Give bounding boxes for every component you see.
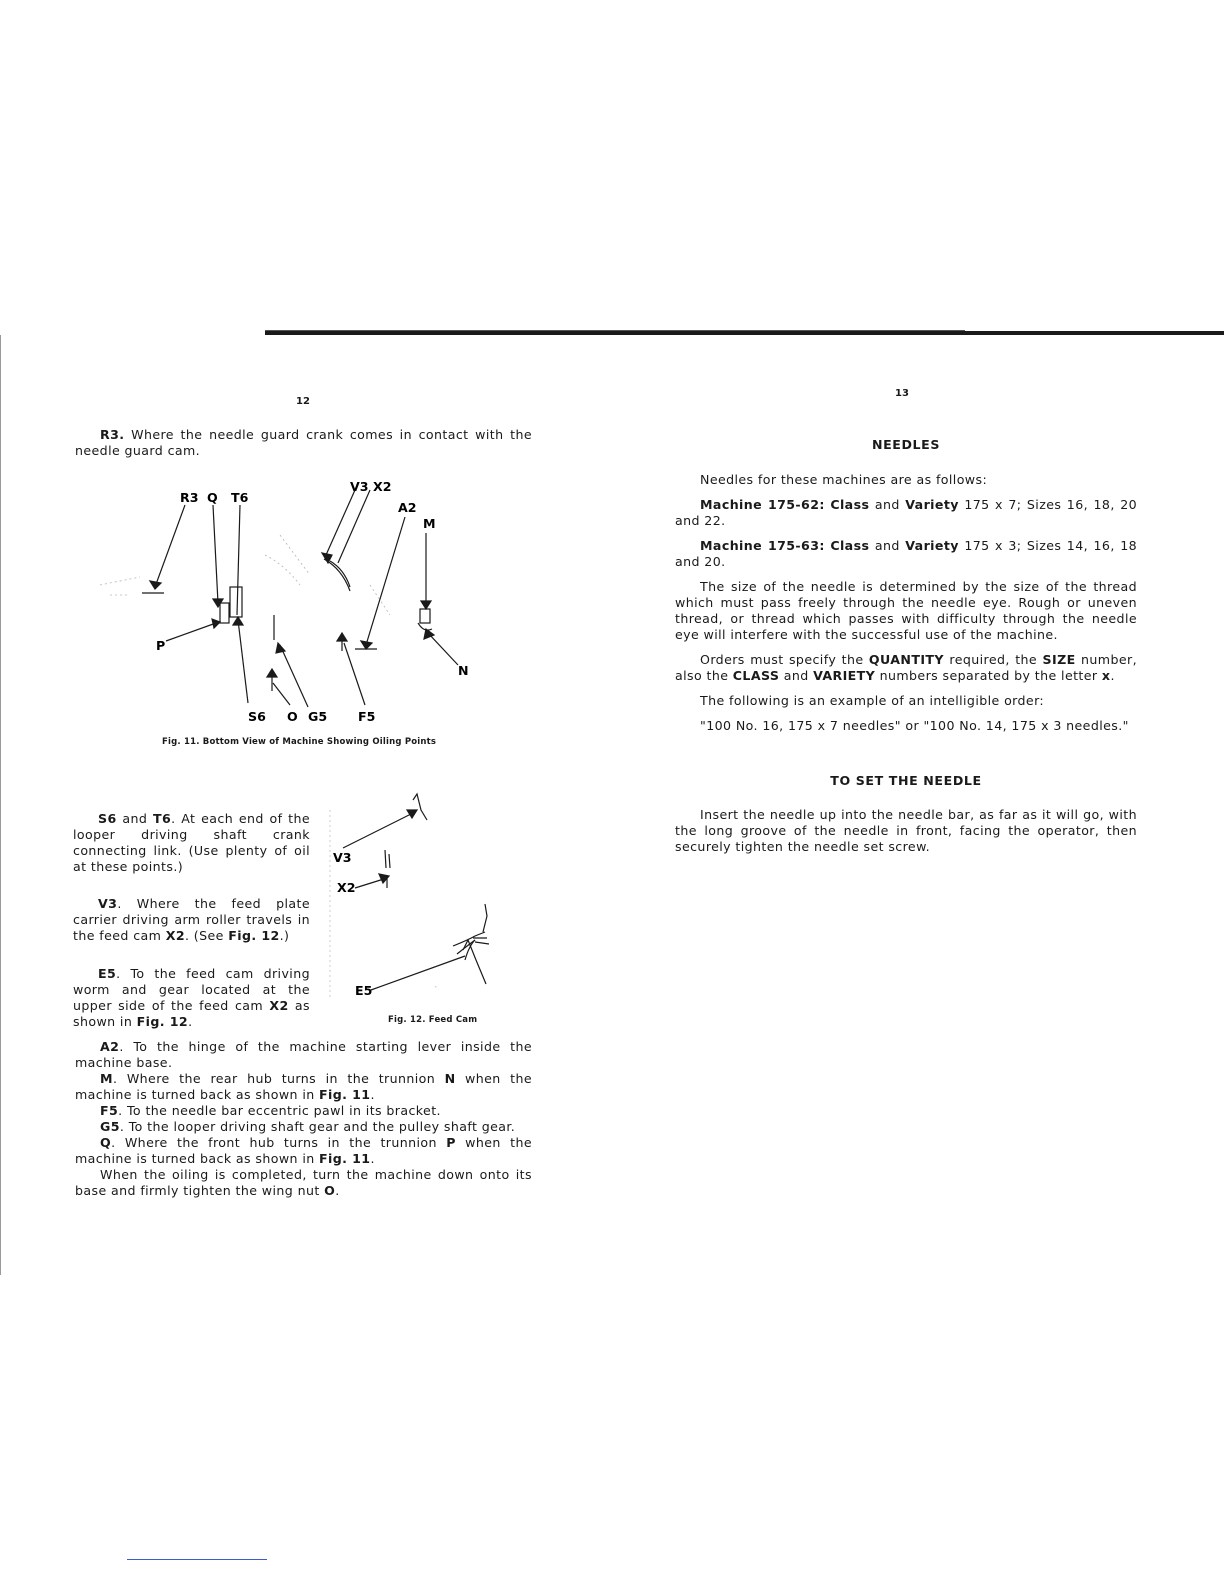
- top-rule: [265, 331, 1224, 335]
- text-orders-e: numbers separated by the letter: [875, 668, 1102, 683]
- label-x2: X2: [165, 928, 185, 943]
- label-class: CLASS: [732, 668, 780, 683]
- intro-label: R3.: [100, 427, 125, 442]
- fig11-label-o: O: [287, 709, 298, 724]
- orders-paragraph: [675, 652, 1137, 684]
- paragraph-q: [75, 1135, 532, 1167]
- paragraph-s6-t6: [73, 811, 310, 875]
- label-class-62: Class: [830, 497, 870, 512]
- figure-12-drawing: [325, 790, 535, 1005]
- text-v3-a: . Where the feed plate carrier driving arm roller travels in the feed cam: [73, 896, 310, 943]
- text-f5: . To the needle bar eccentric pawl in its bracket.: [118, 1103, 441, 1118]
- page-number-right: 13: [895, 388, 909, 399]
- text-s6-a: and: [116, 811, 153, 826]
- example-order: "100 No. 16, 175 x 7 needles" or "100 No. 14, 175 x 3 needles.": [700, 718, 1129, 733]
- paragraph-e5: [73, 966, 310, 1030]
- label-size: SIZE: [1042, 652, 1076, 667]
- label-s6: S6: [98, 811, 117, 826]
- label-g5: G5: [100, 1119, 120, 1134]
- text-orders-b: required, the: [943, 652, 1043, 667]
- machine-175-63: [675, 538, 1137, 570]
- text-v3-b: . (See: [185, 928, 229, 943]
- label-v3: V3: [98, 896, 118, 911]
- machine-175-62: [675, 497, 1137, 529]
- text-q-a: . Where the front hub turns in the trunnion: [111, 1135, 447, 1150]
- label-q: Q: [100, 1135, 112, 1150]
- text-63-c: 175 x 3; Sizes 14, 16, 18 and 20.: [675, 538, 1138, 569]
- text-s6-b: . At each end of the looper driving shaft crank connecting link. (Use plenty of oil at these points.): [73, 811, 310, 874]
- label-machine-63: Machine 175-63:: [700, 538, 825, 553]
- page-number-left: 12: [296, 396, 310, 407]
- fig11-label-q: Q: [207, 490, 218, 505]
- paragraph-g5: [75, 1119, 532, 1135]
- text-m-b: when the machine is turned back as shown in: [75, 1071, 533, 1102]
- fig12-label-e5: E5: [355, 983, 373, 998]
- ref-fig11-q: Fig. 11: [319, 1151, 371, 1166]
- figure-12-caption: Fig. 12. Feed Cam: [388, 1015, 478, 1025]
- ref-fig12-e5: Fig. 12: [136, 1014, 189, 1029]
- paragraph-f5: [75, 1103, 532, 1119]
- label-x2-e5: X2: [269, 998, 289, 1013]
- paragraph-m: [75, 1071, 532, 1103]
- label-variety-63: Variety: [905, 538, 959, 553]
- label-n: N: [444, 1071, 456, 1086]
- fig12-label-v3: V3: [333, 850, 352, 865]
- paragraph-v3: [73, 896, 310, 944]
- text-v3-c: .): [279, 928, 290, 943]
- fig11-label-n: N: [458, 663, 469, 678]
- text-final-a: When the oiling is completed, turn the machine down onto its base and firmly tighten the wing nut: [75, 1167, 532, 1198]
- figure-11-drawing: [80, 475, 530, 725]
- label-x: x: [1101, 668, 1111, 683]
- left-margin-rule: [0, 335, 1, 1275]
- text-a2: . To the hinge of the machine starting lever inside the machine base.: [75, 1039, 532, 1070]
- needles-section: [675, 472, 1137, 734]
- oiling-points-list: [75, 1039, 532, 1199]
- paragraph-a2: [75, 1039, 532, 1071]
- text-q-c: .: [370, 1151, 375, 1166]
- paragraph-final: [75, 1167, 532, 1199]
- intro-paragraph: [75, 427, 532, 459]
- heading-set-needle: TO SET THE NEEDLE: [830, 773, 982, 788]
- label-quantity: QUANTITY: [868, 652, 944, 667]
- label-e5: E5: [98, 966, 117, 981]
- fig11-label-v3: V3: [350, 479, 369, 494]
- text-orders-a: Orders must specify the: [700, 652, 869, 667]
- text-orders-c: number, also the: [675, 652, 1138, 683]
- text-62-b: and: [869, 497, 906, 512]
- label-variety: VARIETY: [813, 668, 876, 683]
- label-p: P: [446, 1135, 456, 1150]
- label-a2: A2: [100, 1039, 120, 1054]
- fig12-label-x2: X2: [337, 880, 356, 895]
- fig11-label-r3: R3: [180, 490, 199, 505]
- text-e5-c: .: [188, 1014, 193, 1029]
- text-orders-f: .: [1110, 668, 1115, 683]
- heading-needles: NEEDLES: [871, 437, 941, 452]
- size-paragraph: The size of the needle is determined by the size of the thread which must pass freely through the needle eye. Rough or uneven thread, or thread which passes with difficulty through the needle eye will interfere with the successful use of the machine.: [675, 579, 1137, 642]
- fig11-label-p: P: [156, 638, 166, 653]
- label-t6: T6: [152, 811, 172, 826]
- label-class-63: Class: [830, 538, 870, 553]
- text-m-a: . Where the rear hub turns in the trunnion: [112, 1071, 445, 1086]
- example-intro: The following is an example of an intelligible order:: [700, 693, 1045, 708]
- fig11-label-a2: A2: [398, 500, 417, 515]
- fig11-label-s6: S6: [248, 709, 266, 724]
- fig11-label-g5: G5: [308, 709, 328, 724]
- label-variety-62: Variety: [905, 497, 959, 512]
- text-63-b: and: [869, 538, 906, 553]
- set-needle-paragraph: Insert the needle up into the needle bar, as far as it will go, with the long groove of the needle in front, facing the operator, then securely tighten the needle set screw.: [675, 807, 1137, 854]
- label-machine-62: Machine 175-62:: [700, 497, 825, 512]
- text-m-c: .: [370, 1087, 375, 1102]
- text-final-b: .: [335, 1183, 340, 1198]
- label-o: O: [324, 1183, 336, 1198]
- fig11-label-x2: X2: [373, 479, 392, 494]
- fig11-label-f5: F5: [358, 709, 376, 724]
- bottom-link-rule: [127, 1559, 267, 1560]
- figure-12: [325, 790, 535, 1005]
- label-f5: F5: [100, 1103, 119, 1118]
- text-q-b: when the machine is turned back as shown in: [75, 1135, 532, 1166]
- fig11-label-t6: T6: [231, 490, 249, 505]
- text-orders-d: and: [779, 668, 814, 683]
- intro-text: Where the needle guard crank comes in contact with the needle guard cam.: [75, 427, 532, 458]
- label-m: M: [100, 1071, 113, 1086]
- text-e5-a: . To the feed cam driving worm and gear located at the upper side of the feed cam: [73, 966, 310, 1013]
- ref-fig12: Fig. 12: [228, 928, 280, 943]
- text-g5: . To the looper driving shaft gear and the pulley shaft gear.: [119, 1119, 516, 1134]
- figure-11-caption: Fig. 11. Bottom View of Machine Showing Oiling Points: [162, 737, 437, 747]
- text-62-c: 175 x 7; Sizes 16, 18, 20 and 22.: [675, 497, 1138, 528]
- ref-fig11-m: Fig. 11: [319, 1087, 371, 1102]
- fig11-label-m: M: [423, 516, 436, 531]
- figure-11: [80, 475, 530, 725]
- needles-intro: Needles for these machines are as follows:: [700, 472, 988, 487]
- text-e5-b: as shown in: [73, 998, 310, 1029]
